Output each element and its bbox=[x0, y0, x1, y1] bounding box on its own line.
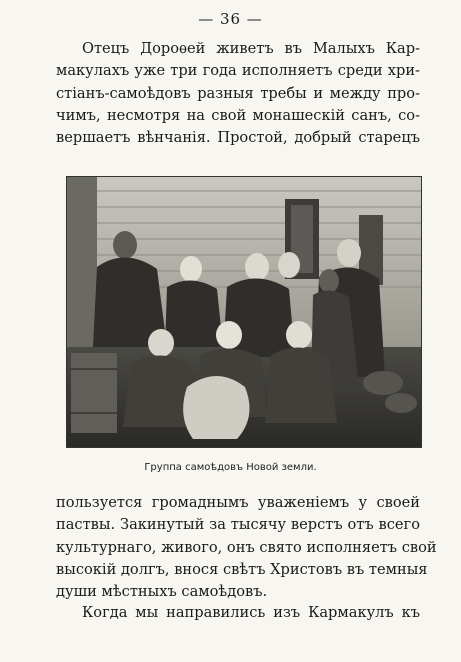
photo-illustration bbox=[67, 177, 421, 447]
paragraph-bottom bbox=[56, 602, 420, 624]
text-line: Отецъ Дороѳей живетъ въ Малыхъ Кар- bbox=[82, 40, 420, 57]
text-line: макулахъ уже три года исполняетъ среди хри- bbox=[56, 62, 420, 80]
text-line: вершаетъ вѣнчанія. Простой, добрый старецъ bbox=[56, 129, 420, 147]
text-line: чимъ, несмотря на свой монашескій санъ, со- bbox=[56, 106, 420, 124]
text-line: высокій долгъ, внося свѣтъ Христовъ въ темныя bbox=[56, 560, 428, 578]
photo-caption: Группа самоѣдовъ Новой земли. bbox=[144, 462, 317, 473]
text-line: пользуется громаднымъ уваженіемъ у своей bbox=[56, 494, 420, 511]
group-photo bbox=[66, 176, 422, 448]
text-line: стіанъ-самоѣдовъ разныя требы и между про- bbox=[56, 84, 420, 102]
paragraph-top bbox=[56, 38, 420, 149]
text-line: души мѣстныхъ самоѣдовъ. bbox=[56, 583, 268, 601]
paragraph-middle bbox=[56, 492, 437, 603]
page-number: — 36 — bbox=[198, 10, 263, 28]
text-line: культурнаго, живого, онъ свято исполняетъ свой bbox=[56, 538, 437, 556]
text-line: паствы. Закинутый за тысячу верстъ отъ всего bbox=[56, 516, 420, 534]
text-line: Когда мы направились изъ Кармакулъ къ bbox=[82, 604, 420, 621]
